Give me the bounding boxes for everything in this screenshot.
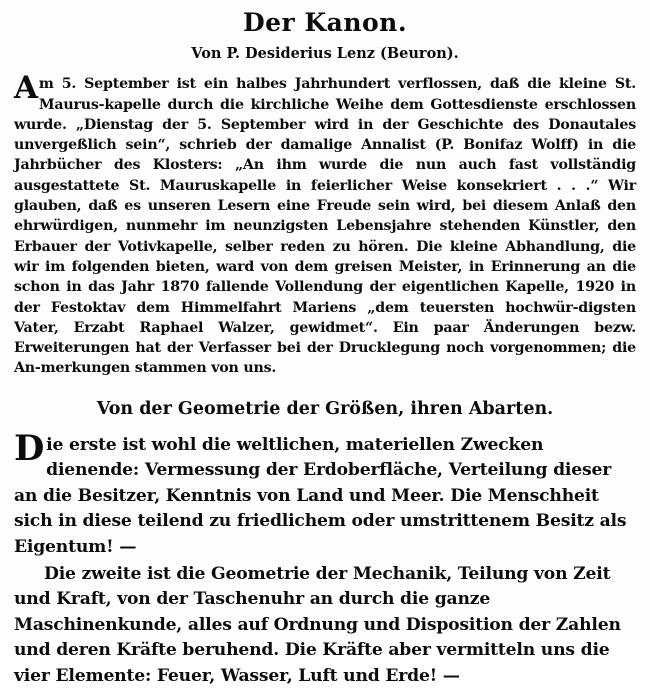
section-heading: Von der Geometrie der Größen, ihren Abarten. (96, 398, 554, 419)
paragraph-1-dropcap: D (14, 427, 45, 469)
intro-dropcap: A (14, 70, 38, 107)
intro-paragraph (14, 70, 636, 378)
paragraph-2-text: Die zweite ist die Geometrie der Mechanik, Teilung von Zeit und Kraft, von der Taschenuhr an durch die ganze Maschinenkunde, alles auf Ordnung und Disposition der Zahlen und deren Kräfte beruhend. Die Kräfte aber vermitteln uns die vier Elemente: Feuer, Wasser, Luft und Erde! — (14, 563, 621, 687)
intro-text: m 5. September ist ein halbes Jahrhundert verflossen, daß die kleine St. Maurus-kapelle durch die kirchliche Weihe dem Gottesdienste erschlossen wurde. „Dienstag der 5. September wird in der Geschichte des Donautales unvergeßlich sein“, schrieb der damalige Annalist (P. Bonifaz Wolff) in die Jahrbücher des Klosters: „An ihm wurde die nun auch fast vollständig ausgestattete St. Mauruskapelle in feierlicher Weise konsekriert . . .“ Wir glauben, daß es unseren Lesern eine Freude sein wird, bei diesem Anlaß den ehrwürdigen, nunmehr im neunzigsten Lebensjahre stehenden Künstler, den Erbauer der Votivkapelle, selber reden zu hören. Die kleine Abhandlung, die wir im folgenden bieten, ward von dem greisen Meister, in Erinnerung an die schon in das Jahr 1870 fallende Vollendung der eigentlichen Kapelle, 1920 in der Festoktav dem Himmelfahrt Mariens „dem teuersten hochwür-digsten Vater, Erzabt Raphael Walzer, gewidmet“. Ein paar Änderungen bezw. Erweiterungen hat der Verfasser bei der Drucklegung noch vorgenommen; die An-merkungen stammen von uns. (14, 76, 636, 377)
page-title: Der Kanon. (242, 8, 408, 37)
paragraph-2 (14, 562, 636, 690)
paragraph-1 (14, 427, 636, 561)
body-text (14, 427, 636, 690)
byline: Von P. Desiderius Lenz (Beuron). (191, 45, 459, 63)
paragraph-1-text: ie erste ist wohl die weltlichen, materiellen Zwecken dienende: Vermessung der Erdoberfläche, Verteilung dieser an die Besitzer, Kenntnis von Land und Meer. Die Menschheit sich in diese teilend zu friedlichem oder umstrittenem Besitz als Eigentum! — (14, 434, 627, 558)
